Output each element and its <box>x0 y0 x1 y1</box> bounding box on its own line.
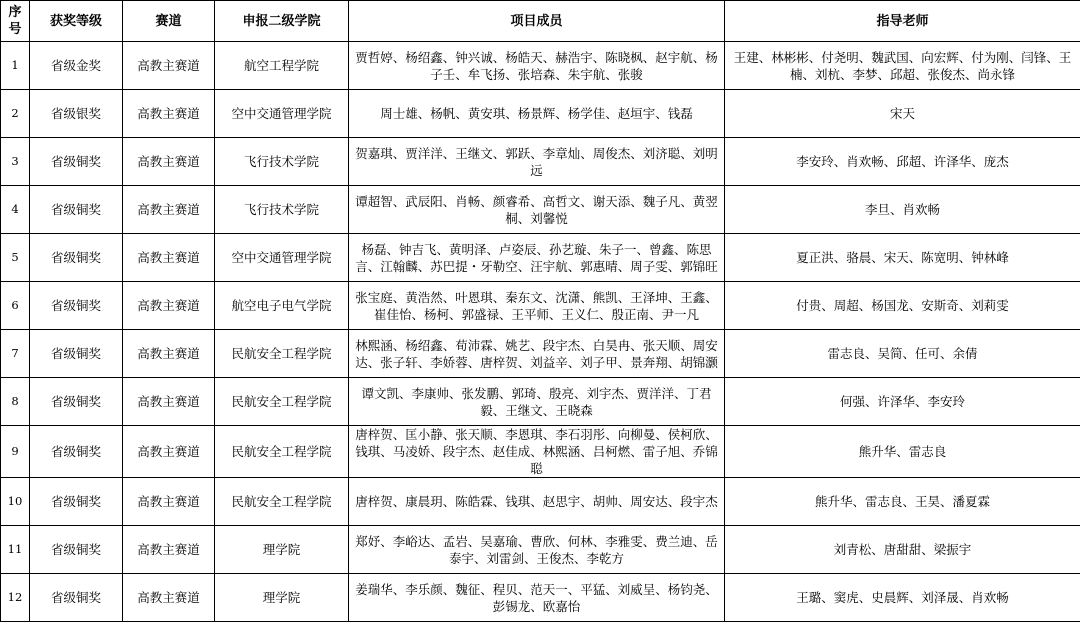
cell-award-level: 省级铜奖 <box>30 138 123 186</box>
table-row <box>1 186 1080 234</box>
table-row <box>1 138 1080 186</box>
cell-members: 谭超智、武辰阳、肖畅、颜睿希、高哲文、谢天添、魏子凡、黄翌桐、刘馨悦 <box>349 186 725 234</box>
table-row <box>1 282 1080 330</box>
cell-index: 5 <box>1 234 30 282</box>
cell-teachers: 雷志良、吴简、任可、余倩 <box>725 330 1080 378</box>
table-row <box>1 90 1080 138</box>
cell-index: 1 <box>1 42 30 90</box>
cell-index: 12 <box>1 574 30 622</box>
cell-teachers: 夏正洪、骆晨、宋天、陈宽明、钟林峰 <box>725 234 1080 282</box>
cell-school: 航空电子电气学院 <box>215 282 349 330</box>
cell-award-level: 省级铜奖 <box>30 186 123 234</box>
table-row <box>1 426 1080 478</box>
cell-members: 杨磊、钟吉飞、黄明泽、卢姿辰、孙艺璇、朱子一、曾鑫、陈思言、江翰麟、苏巴提・牙勒空、汪宇航、郭惠晴、周子雯、郭锦旺 <box>349 234 725 282</box>
cell-teachers: 王璐、窦虎、史晨辉、刘泽晟、肖欢畅 <box>725 574 1080 622</box>
cell-school: 航空工程学院 <box>215 42 349 90</box>
cell-teachers: 刘青松、唐甜甜、梁振宇 <box>725 526 1080 574</box>
cell-members: 唐梓贺、匡小静、张天顺、李恩琪、李石羽彤、向柳曼、侯柯欣、钱琪、马凌娇、段宇杰、赵佳成、林熙涵、吕柯燃、雷子旭、乔锦聪 <box>349 426 725 478</box>
cell-members: 姜瑞华、李乐颜、魏征、程贝、范天一、平猛、刘威呈、杨钧尧、彭锡龙、欧嘉怡 <box>349 574 725 622</box>
cell-index: 7 <box>1 330 30 378</box>
cell-school: 飞行技术学院 <box>215 186 349 234</box>
table-row <box>1 42 1080 90</box>
header-track: 赛道 <box>123 1 215 42</box>
cell-award-level: 省级铜奖 <box>30 378 123 426</box>
cell-track: 高教主赛道 <box>123 330 215 378</box>
cell-award-level: 省级铜奖 <box>30 330 123 378</box>
cell-school: 民航安全工程学院 <box>215 378 349 426</box>
cell-school: 理学院 <box>215 574 349 622</box>
table-row <box>1 330 1080 378</box>
cell-teachers: 李旦、肖欢畅 <box>725 186 1080 234</box>
cell-teachers: 宋天 <box>725 90 1080 138</box>
cell-school: 空中交通管理学院 <box>215 234 349 282</box>
cell-index: 4 <box>1 186 30 234</box>
cell-index: 9 <box>1 426 30 478</box>
cell-award-level: 省级银奖 <box>30 90 123 138</box>
cell-award-level: 省级铜奖 <box>30 478 123 526</box>
cell-track: 高教主赛道 <box>123 282 215 330</box>
cell-track: 高教主赛道 <box>123 186 215 234</box>
cell-index: 3 <box>1 138 30 186</box>
table-row <box>1 378 1080 426</box>
cell-track: 高教主赛道 <box>123 138 215 186</box>
table-row <box>1 478 1080 526</box>
table-row <box>1 234 1080 282</box>
cell-index: 8 <box>1 378 30 426</box>
cell-index: 11 <box>1 526 30 574</box>
cell-award-level: 省级铜奖 <box>30 574 123 622</box>
cell-teachers: 熊升华、雷志良 <box>725 426 1080 478</box>
cell-school: 飞行技术学院 <box>215 138 349 186</box>
header-members: 项目成员 <box>349 1 725 42</box>
header-index: 序号 <box>1 1 30 42</box>
cell-award-level: 省级铜奖 <box>30 426 123 478</box>
cell-award-level: 省级金奖 <box>30 42 123 90</box>
cell-track: 高教主赛道 <box>123 478 215 526</box>
cell-members: 郑妤、李峪达、孟岩、吴嘉瑜、曹欣、何林、李雅雯、费兰迪、岳泰宇、刘雷剑、王俊杰、李乾方 <box>349 526 725 574</box>
cell-teachers: 李安玲、肖欢畅、邱超、许泽华、庞杰 <box>725 138 1080 186</box>
cell-track: 高教主赛道 <box>123 42 215 90</box>
cell-school: 空中交通管理学院 <box>215 90 349 138</box>
header-school: 申报二级学院 <box>215 1 349 42</box>
cell-members: 贺嘉琪、贾洋洋、王继文、郭跃、李章灿、周俊杰、刘济聪、刘明远 <box>349 138 725 186</box>
cell-members: 周士雄、杨帆、黄安琪、杨景辉、杨学佳、赵垣宇、钱磊 <box>349 90 725 138</box>
cell-award-level: 省级铜奖 <box>30 234 123 282</box>
cell-track: 高教主赛道 <box>123 90 215 138</box>
cell-members: 张宝庭、黄浩然、叶恩琪、秦东文、沈潇、熊凯、王泽坤、王鑫、崔佳怡、杨柯、郭盛禄、王平师、王义仁、殷正南、尹一凡 <box>349 282 725 330</box>
cell-school: 民航安全工程学院 <box>215 330 349 378</box>
cell-track: 高教主赛道 <box>123 234 215 282</box>
header-award-level: 获奖等级 <box>30 1 123 42</box>
cell-members: 唐梓贺、康晨玥、陈皓霖、钱琪、赵思宇、胡帅、周安达、段宇杰 <box>349 478 725 526</box>
cell-track: 高教主赛道 <box>123 378 215 426</box>
cell-school: 民航安全工程学院 <box>215 478 349 526</box>
cell-award-level: 省级铜奖 <box>30 282 123 330</box>
cell-teachers: 何强、许泽华、李安玲 <box>725 378 1080 426</box>
cell-award-level: 省级铜奖 <box>30 526 123 574</box>
table-header-row <box>1 1 1080 42</box>
cell-track: 高教主赛道 <box>123 574 215 622</box>
cell-members: 林熙涵、杨绍鑫、荀沛霖、姚艺、段宇杰、白昊冉、张天顺、周安达、张子轩、李娇蓉、唐梓贺、刘益辛、刘子甲、景奔翔、胡锦灏 <box>349 330 725 378</box>
table-row <box>1 574 1080 622</box>
header-teachers: 指导老师 <box>725 1 1080 42</box>
cell-track: 高教主赛道 <box>123 526 215 574</box>
cell-teachers: 王建、林彬彬、付尧明、魏武国、向宏辉、付为刚、闫锋、王楠、刘杭、李梦、邱超、张俊杰、尚永锋 <box>725 42 1080 90</box>
cell-school: 理学院 <box>215 526 349 574</box>
cell-teachers: 付贵、周超、杨国龙、安斯奇、刘莉雯 <box>725 282 1080 330</box>
cell-school: 民航安全工程学院 <box>215 426 349 478</box>
table-body <box>1 42 1080 622</box>
cell-teachers: 熊升华、雷志良、王昊、潘夏霖 <box>725 478 1080 526</box>
cell-index: 6 <box>1 282 30 330</box>
table-row <box>1 526 1080 574</box>
cell-index: 10 <box>1 478 30 526</box>
cell-index: 2 <box>1 90 30 138</box>
cell-track: 高教主赛道 <box>123 426 215 478</box>
cell-members: 贾哲婷、杨绍鑫、钟兴诚、杨皓天、赫浩宇、陈晓枫、赵宇航、杨子壬、牟飞扬、张培森、朱宇航、张骏 <box>349 42 725 90</box>
cell-members: 谭文凯、李康帅、张发鹏、郭琦、殷亮、刘宇杰、贾洋洋、丁君毅、王继文、王晓森 <box>349 378 725 426</box>
